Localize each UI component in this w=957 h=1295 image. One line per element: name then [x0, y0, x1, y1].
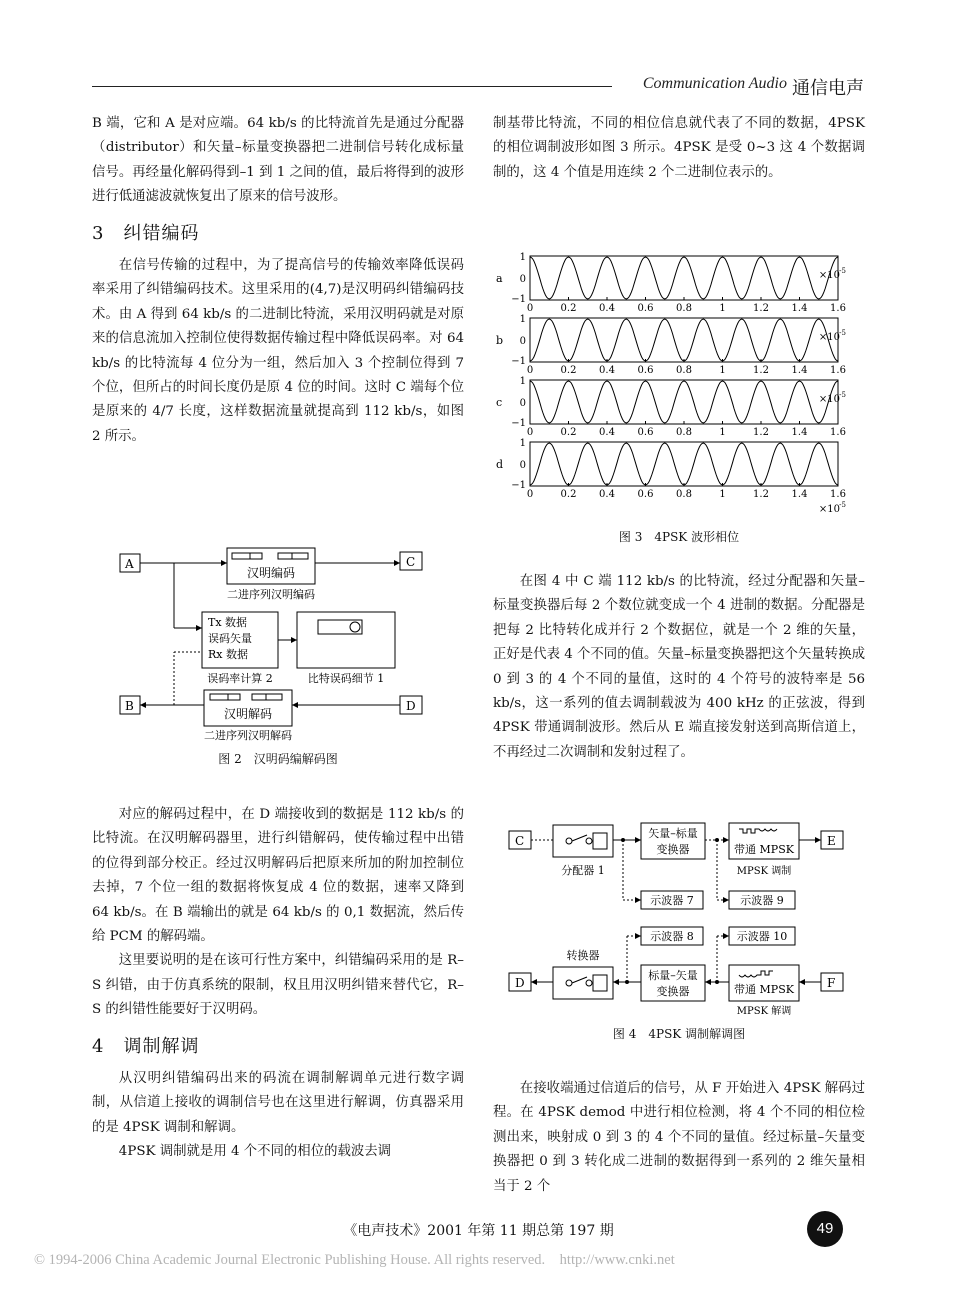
x-tick-label: 1.6: [830, 303, 846, 314]
x-tick-label: 0.8: [676, 303, 692, 314]
bit-error-detail-sublabel: 比特误码细节 1: [307, 672, 385, 685]
x-multiplier-label: ×10: [818, 270, 840, 281]
x-tick-label: 0: [526, 365, 534, 376]
x-tick-label: 0.4: [599, 365, 615, 376]
s2v-line-2: 变换器: [656, 985, 690, 998]
x-tick-label: 0.8: [676, 489, 692, 500]
page-number-badge: 49: [807, 1211, 843, 1247]
x-tick-label: 1.4: [791, 303, 808, 314]
right-column-top: [493, 112, 865, 185]
port-e-label: E: [827, 834, 836, 848]
encoder-label: 汉明编码: [246, 566, 296, 580]
x-tick-label: 0.8: [676, 365, 692, 376]
y-tick-label: 1: [519, 314, 526, 325]
figure-2-caption: 图 2 汉明码编解码图: [218, 752, 338, 766]
waveform-panel-d: [530, 442, 838, 486]
header-rule: [92, 86, 612, 87]
v2s-line-1: 矢量–标量: [648, 827, 698, 840]
x-multiplier-label: ×10: [818, 504, 840, 515]
x-tick-label: 0.2: [560, 365, 577, 376]
waveform-panel-b: [530, 318, 838, 362]
switch-block: [553, 967, 613, 999]
y-tick-label: 1: [519, 252, 526, 263]
decoder-sublabel: 二进序列汉明解码: [204, 729, 292, 742]
x-tick-label: 0.4: [599, 489, 615, 500]
right-column-middle: [493, 570, 865, 765]
journal-title-en: Communication Audio: [642, 75, 787, 92]
paragraph: 4PSK 调制就是用 4 个不同的相位的载波去调: [118, 1144, 392, 1160]
x-tick-label: 0: [526, 303, 534, 314]
y-tick-label: 1: [519, 376, 526, 387]
y-tick-label: 1: [519, 438, 526, 449]
port-d-label: D: [406, 699, 416, 713]
y-tick-label: −1: [511, 418, 526, 429]
x-tick-label: 1.4: [791, 489, 808, 500]
figure-2-diagram: [92, 540, 464, 745]
v2s-line-2: 变换器: [656, 843, 690, 856]
panel-label-b: b: [496, 334, 504, 347]
port-b-label: B: [125, 699, 134, 713]
waveform-curve-d: [530, 443, 838, 485]
mpsk-demod-sublabel: MPSK 解调: [736, 1006, 792, 1017]
figure-4-diagram: [493, 815, 865, 1020]
decoder-label: 汉明解码: [223, 707, 273, 721]
x-tick-label: 1.2: [753, 427, 769, 438]
paragraph: 在图 4 中 C 端 112 kb/s 的比特流，经过分配器和矢量–标量变换器后每 2 个数位就变成一个 4 进制的数据。分配器是把每 2 比特转化成并行 2 个数据位，就是一个 2 维的矢量，正好是代表 4 个不同的值。矢量–标量变换器把这个矢量转换成 0 到 3 的 4 个不同的量值，这时的 4 个符号的波特率是 56 kb/s，这一系列的值去调制载波为 400 kHz 的正弦波，得到 4PSK 带通调制波形。然后从 E 端直接发射送到高斯信道上，不再经过二次调制和发射过程了。: [493, 574, 865, 760]
x-tick-label: 1: [719, 303, 726, 314]
x-tick-label: 1.4: [791, 427, 808, 438]
switch-label: 转换器: [566, 949, 600, 962]
right-column-bottom: [493, 1077, 865, 1199]
x-tick-label: 1.6: [830, 489, 846, 500]
paragraph: B 端，它和 A 是对应端。64 kb/s 的比特流首先是通过分配器（distributor）和矢量–标量变换器把二进制信号转化成标量信号。再经量化解码得到–1 到 1 之间的值，最后将得到的波形进行低通滤波就恢复出了原来的信号波形。: [92, 116, 464, 205]
x-tick-label: 0.6: [637, 427, 654, 438]
s2v-line-1: 标量–矢量: [648, 969, 698, 982]
x-tick-label: 0: [526, 427, 534, 438]
y-tick-label: 0: [519, 398, 526, 409]
distributor-label: 分配器 1: [561, 864, 605, 877]
x-exponent-label: -5: [839, 329, 846, 337]
waveform-curve-a: [530, 257, 838, 299]
x-tick-label: 1.6: [830, 365, 846, 376]
left-column: [92, 112, 464, 449]
section-heading-3: 3 纠错编码: [92, 222, 200, 244]
paragraph: 制基带比特流，不同的相位信息就代表了不同的数据，4PSK 的相位调制波形如图 3 所示。4PSK 是受 0~3 这 4 个数据调制的，这 4 个值是用连续 2 个二进制位表示的。: [493, 116, 865, 180]
y-tick-label: 0: [519, 274, 526, 285]
x-tick-label: 0: [526, 489, 534, 500]
x-tick-label: 1.2: [753, 365, 769, 376]
x-exponent-label: -5: [839, 501, 846, 509]
paragraph: 从汉明纠错编码出来的码流在调制解调单元进行数字调制，从信道上接收的调制信号也在这里进行解调，仿真器采用的是 4PSK 调制和解调。: [92, 1071, 464, 1135]
figure-3-caption: 图 3 4PSK 波形相位: [618, 530, 740, 544]
copyright-notice: © 1994-2006 China Academic Journal Electronic Publishing House. All rights reserved. http://www.cnki.net: [34, 1252, 675, 1268]
y-tick-label: −1: [511, 294, 526, 305]
scope-7-label: 示波器 7: [650, 894, 694, 907]
paragraph: 在接收端通过信道后的信号，从 F 开始进入 4PSK 解码过程。在 4PSK demod 中进行相位检测，将 4 个不同的相位检测出来，映射成 0 到 3 的 4 个不同的量值。经过标量–矢量变换器把 0 到 3 转化成二进制的数据得到一系列的 2 维矢量相当于 2 个: [493, 1081, 865, 1194]
left-column-lower: [92, 803, 464, 1165]
x-tick-label: 1: [719, 427, 726, 438]
port-c-label: C: [515, 834, 525, 848]
x-tick-label: 0.8: [676, 427, 692, 438]
paragraph: 对应的解码过程中，在 D 端接收到的数据是 112 kb/s 的比特流。在汉明解码器里，进行纠错解码，使传输过程中出错的位得到部分校正。经过汉明解码后把原来所加的附加控制位去掉，7 个位一组的数据将恢复成 4 位的数据，速率又降到 64 kb/s。在 B 端输出的就是 64 kb/s 的 0,1 数据流，然后传给 PCM 的解码端。: [92, 807, 464, 945]
journal-title-cn: 通信电声: [792, 78, 864, 99]
x-tick-label: 0.6: [637, 365, 654, 376]
port-d-label: D: [515, 976, 525, 990]
waveform-curve-b: [530, 319, 838, 361]
error-rate-sublabel: 误码率计算 2: [207, 672, 273, 685]
x-multiplier-label: ×10: [818, 394, 840, 405]
x-tick-label: 1.6: [830, 427, 846, 438]
waveform-curve-c: [530, 381, 838, 423]
port-c-label: C: [406, 555, 416, 569]
mpsk-mod-sublabel: MPSK 调制: [736, 866, 792, 877]
x-tick-label: 0.4: [599, 303, 615, 314]
y-tick-label: −1: [511, 356, 526, 367]
x-tick-label: 0.2: [560, 489, 577, 500]
x-tick-label: 0.6: [637, 489, 654, 500]
x-tick-label: 1.2: [753, 489, 769, 500]
paragraph: 在信号传输的过程中，为了提高信号的传输效率降低误码率采用了纠错编码技术。这里采用的(4,7)是汉明码纠错编码技术。由 A 得到 64 kb/s 的二进制比特流，采用汉明码就是对原来的信息流加入控制位使得数据传输过程中降低误码率。对 64 kb/s 的比特流每 4 位分为一组，然后加入 3 个控制位得到 7 个位，但所占的时间长度仍是原 4 位的时间。这时 C 端每个位是原来的 4/7 长度，这样数据流量就提高到 112 kb/s，如图 2 所示。: [92, 258, 464, 444]
port-f-label: F: [827, 976, 836, 990]
port-a-label: A: [125, 557, 134, 571]
x-exponent-label: -5: [839, 267, 846, 275]
x-tick-label: 0.2: [560, 427, 577, 438]
figure-4-caption: 图 4 4PSK 调制解调图: [612, 1027, 746, 1041]
x-multiplier-label: ×10: [818, 332, 840, 343]
panel-label-c: c: [496, 396, 503, 409]
distributor-block: [553, 825, 613, 857]
scope-8-label: 示波器 8: [650, 930, 694, 943]
error-line-1: Tx 数据: [208, 616, 248, 629]
panel-label-a: a: [496, 272, 503, 285]
panel-label-d: d: [496, 458, 504, 471]
footer-citation: 《电声技术》2001 年第 11 期总第 197 期: [343, 1223, 614, 1239]
x-tick-label: 1: [719, 365, 726, 376]
error-line-2: 误码矢量: [208, 632, 252, 645]
x-tick-label: 1.2: [753, 303, 769, 314]
encoder-sublabel: 二进序列汉明编码: [227, 588, 315, 601]
y-tick-label: −1: [511, 480, 526, 491]
x-tick-label: 1.4: [791, 365, 808, 376]
scope-9-label: 示波器 9: [740, 894, 784, 907]
mpsk-demod-label: 带通 MPSK: [734, 983, 794, 996]
section-heading-4: 4 调制解调: [92, 1035, 200, 1057]
paragraph: 这里要说明的是在该可行性方案中，纠错编码采用的是 R–S 纠错，由于仿真系统的限制，权且用汉明纠错来替代它，R–S 的纠错性能要好于汉明码。: [92, 953, 464, 1018]
mpsk-mod-label: 带通 MPSK: [734, 843, 794, 856]
error-line-3: Rx 数据: [208, 648, 248, 661]
figure-3-waveforms: [492, 248, 864, 522]
x-tick-label: 0.4: [599, 427, 615, 438]
waveform-panel-c: [530, 380, 838, 424]
waveform-panel-a: [530, 256, 838, 300]
scope-10-label: 示波器 10: [736, 930, 788, 943]
x-tick-label: 1: [719, 489, 726, 500]
x-tick-label: 0.2: [560, 303, 577, 314]
x-exponent-label: -5: [839, 391, 846, 399]
y-tick-label: 0: [519, 460, 526, 471]
y-tick-label: 0: [519, 336, 526, 347]
x-tick-label: 0.6: [637, 303, 654, 314]
